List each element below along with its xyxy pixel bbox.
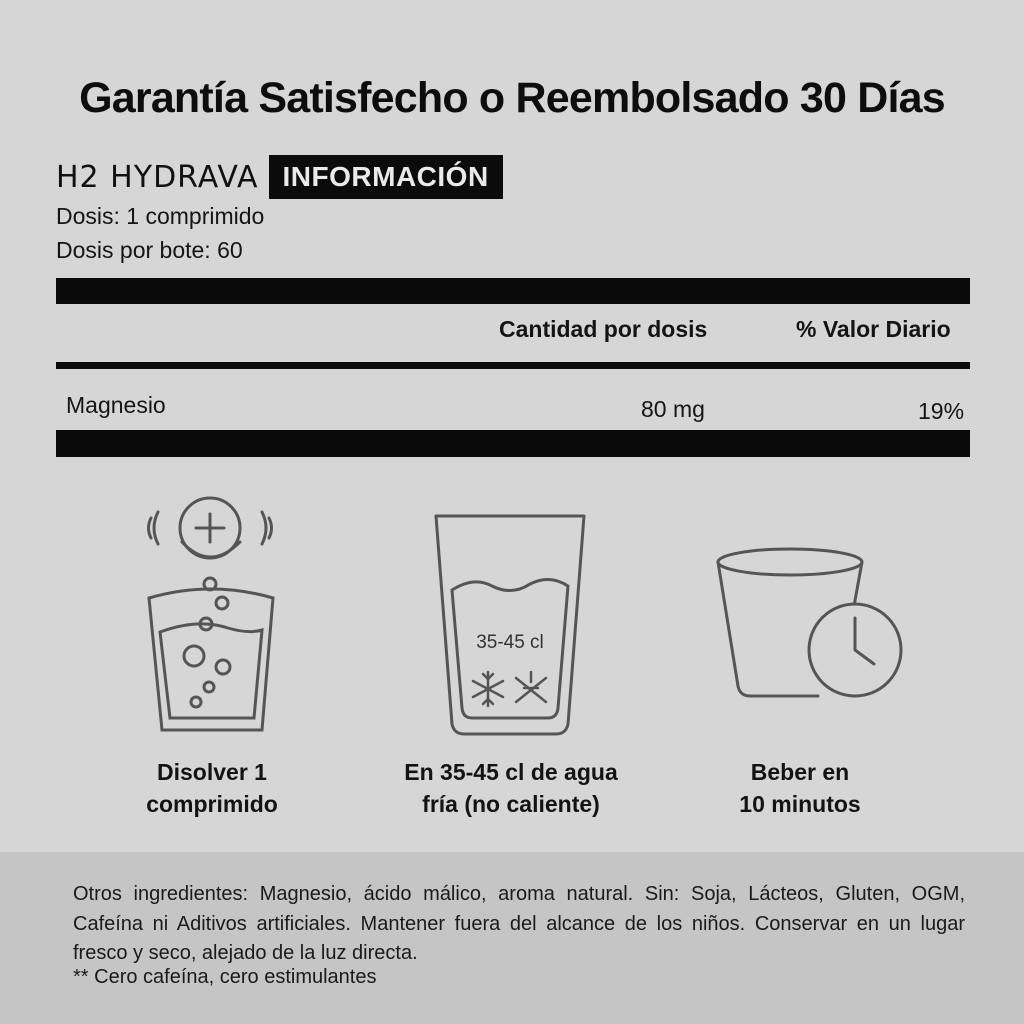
nutrient-name: Magnesio (66, 392, 166, 418)
step-dissolve-line1: Disolver 1 (157, 759, 267, 785)
header-amount: Cantidad por dosis (499, 316, 708, 342)
step-dissolve-line2: comprimido (146, 791, 278, 817)
servings-line: Dosis por bote: 60 (56, 237, 243, 263)
nutrient-amount: 80 mg (641, 396, 705, 422)
caffeine-note: ** Cero cafeína, cero estimulantes (73, 966, 377, 988)
brand-row (56, 154, 503, 200)
ingredients-text: Otros ingredientes: Magnesio, ácido málico, aroma natural. Sin: Soja, Lácteos, Gluten, OGM, Cafeína ni Aditivos artificiales. Mantener fuera del alcance de los niños. Conservar en un lugar fresco y seco, alejado de la luz directa. (73, 883, 965, 964)
cup-with-clock-icon (714, 544, 908, 704)
step-drink-label (650, 756, 950, 820)
header-daily-value: % Valor Diario (796, 316, 951, 342)
dose-line: Dosis: 1 comprimido (56, 203, 265, 229)
step-water-line2: fría (no caliente) (422, 791, 600, 817)
brand-name: H2 HYDRAVA (56, 159, 259, 195)
tablet-in-water-icon (138, 494, 288, 744)
glass-volume-label: 35-45 cl (476, 632, 544, 653)
nutrient-dv: 19% (918, 398, 965, 424)
table-bottom-bar (56, 430, 970, 457)
table-divider (56, 362, 970, 369)
glass-of-water-icon (430, 512, 590, 740)
step-drink-line1: Beber en (750, 759, 850, 785)
step-water-label (361, 756, 661, 820)
page-title: Garantía Satisfecho o Reembolsado 30 Días (79, 74, 945, 122)
table-top-bar (56, 278, 970, 304)
step-drink-line2: 10 minutos (739, 791, 861, 817)
step-water-line1: En 35-45 cl de agua (404, 759, 618, 785)
info-badge: INFORMACIÓN (269, 155, 503, 199)
step-dissolve-label (62, 756, 362, 820)
